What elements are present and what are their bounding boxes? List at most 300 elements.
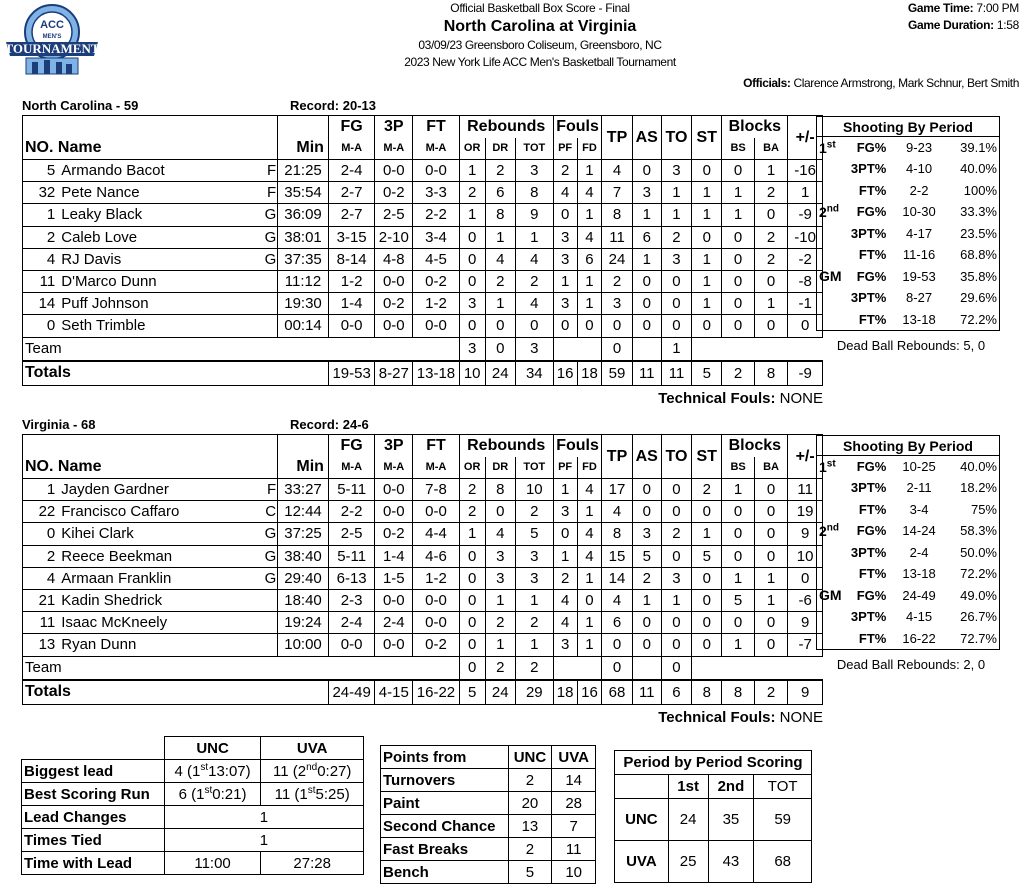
player-minutes: 35:54: [278, 182, 329, 204]
points-from-row: [381, 792, 596, 815]
stat-tot: 8: [515, 182, 553, 204]
shooting-period: GM: [819, 268, 842, 285]
player-position: [265, 634, 278, 656]
shooting-period: 2nd: [819, 522, 840, 539]
venue-line: 03/09/23 Greensboro Coliseum, Greensboro, NC: [418, 38, 662, 52]
shooting-period: 1st: [819, 138, 836, 156]
col-ft-ma: M-A: [413, 138, 459, 160]
report-header: [330, 0, 750, 71]
shooting-made-attempted: 13-18: [902, 566, 936, 582]
stat-tot: 3: [515, 545, 553, 567]
team-row-label: Team: [23, 337, 265, 361]
stat-to: 3: [661, 248, 691, 270]
event-line: 2023 New York Life ACC Men's Basketball Tournament: [404, 55, 676, 69]
svg-text:MEN'S: MEN'S: [42, 34, 62, 40]
player-position: G: [265, 204, 278, 226]
officials-label: Officials:: [743, 76, 791, 90]
col-ft: FT: [413, 435, 459, 457]
stat-bs: 1: [722, 479, 754, 501]
stat-dr: 8: [485, 204, 515, 226]
period-2nd-score: 43: [708, 841, 754, 883]
shooting-percentage: 23.5%: [960, 225, 997, 241]
shooting-made-attempted: 2-4: [909, 544, 929, 560]
total-ba: 2: [754, 680, 788, 704]
tournament-logo: [4, 2, 100, 80]
stat-or: 0: [459, 226, 485, 248]
stat-ft: 0-0: [413, 589, 459, 611]
stat-fg: 6-13: [328, 567, 374, 589]
player-minutes: 21:25: [278, 160, 329, 182]
shooting-row: [817, 201, 1000, 223]
shooting-made-attempted: 24-49: [902, 587, 936, 603]
stat-as: 2: [632, 567, 661, 589]
stat-pm: -8: [788, 270, 823, 292]
col-st: ST: [692, 116, 722, 160]
team-to: 1: [661, 337, 691, 361]
total-st: 8: [692, 680, 722, 704]
stat-fg: 2-3: [328, 589, 374, 611]
player-row: [23, 479, 823, 501]
total-pm: 9: [788, 680, 823, 704]
biggest-lead-uva: 11 (2nd0:27): [261, 760, 364, 783]
shooting-stat-label: FG%: [856, 140, 887, 155]
player-position: G: [265, 226, 278, 248]
player-position: F: [265, 479, 278, 501]
shooting-title: Shooting By Period: [817, 117, 1000, 137]
shooting-stat-label: 3PT%: [850, 544, 887, 560]
player-row: [23, 315, 823, 337]
player-position: F: [265, 160, 278, 182]
shooting-made-attempted: 13-18: [902, 311, 936, 327]
player-position: [265, 315, 278, 337]
shooting-stat-label: FT%: [858, 182, 887, 198]
points-from-row: [381, 838, 596, 861]
stat-tot: 1: [515, 589, 553, 611]
game-time-value: 7:00 PM: [976, 1, 1019, 15]
stat-st: 0: [692, 589, 722, 611]
stat-dr: 6: [485, 182, 515, 204]
stat-tot: 1: [515, 226, 553, 248]
player-name: D'Marco Dunn: [59, 270, 264, 292]
stat-pf: 2: [553, 567, 577, 589]
svg-text:TOURNAMENT: TOURNAMENT: [4, 41, 100, 56]
officials-value: Clarence Armstrong, Mark Schnur, Bert Smith: [793, 76, 1019, 90]
points-from-unc: 2: [508, 838, 552, 861]
player-position: G: [265, 545, 278, 567]
stat-dr: 2: [485, 270, 515, 292]
col-bs: BS: [722, 138, 754, 160]
points-from-label: Paint: [381, 792, 509, 815]
stat-tot: 0: [515, 315, 553, 337]
col-bs: BS: [722, 457, 754, 479]
stat-dr: 0: [485, 315, 515, 337]
totals-row: [23, 361, 823, 385]
shooting-percentage: 50.0%: [960, 544, 997, 560]
totals-row: [23, 680, 823, 704]
stat-fg: 1-2: [328, 270, 374, 292]
stat-ba: 0: [754, 634, 788, 656]
player-row: [23, 567, 823, 589]
stat-as: 0: [632, 612, 661, 634]
stat-to: 0: [661, 479, 691, 501]
total-tp: 68: [602, 680, 632, 704]
shooting-percentage: 33.3%: [960, 204, 997, 220]
shooting-stat-label: 3PT%: [850, 225, 887, 241]
player-name: Caleb Love: [59, 226, 264, 248]
stat-fd: 1: [577, 160, 602, 182]
col-fg-ma: M-A: [328, 138, 374, 160]
stat-p3: 0-2: [375, 182, 413, 204]
player-name: RJ Davis: [59, 248, 264, 270]
shooting-percentage: 39.1%: [960, 140, 997, 155]
col-fouls: Fouls: [553, 116, 602, 138]
team-section-uva: [22, 416, 823, 726]
total-as: 11: [632, 361, 661, 385]
shooting-period: [817, 180, 847, 202]
player-row: [23, 182, 823, 204]
shooting-stat-label: FG%: [856, 459, 887, 474]
stat-bs: 1: [722, 634, 754, 656]
player-name: Seth Trimble: [59, 315, 264, 337]
period-row: [615, 799, 812, 841]
shooting-percentage: 75%: [970, 501, 997, 517]
stat-pm: 0: [788, 315, 823, 337]
stat-pf: 0: [553, 523, 577, 545]
shooting-row: [817, 606, 1000, 628]
shooting-row: [817, 499, 1000, 521]
stat-pm: 0: [788, 567, 823, 589]
svg-text:ACC: ACC: [40, 19, 64, 31]
col-as: AS: [632, 116, 661, 160]
stat-tp: 11: [602, 226, 632, 248]
col-3p: 3P: [375, 435, 413, 457]
stat-ba: 0: [754, 270, 788, 292]
col-min: Min: [278, 138, 329, 160]
player-row: [23, 523, 823, 545]
stat-to: 0: [661, 315, 691, 337]
stat-or: 0: [459, 589, 485, 611]
player-name: Jayden Gardner: [59, 479, 264, 501]
shooting-percentage: 26.7%: [960, 609, 997, 625]
team-tp: 0: [602, 656, 632, 680]
col-no-name: NO. Name: [23, 138, 265, 160]
shooting-period: [817, 542, 847, 564]
shooting-panel-uva: [816, 435, 1006, 672]
player-name: Kihei Clark: [59, 523, 264, 545]
stat-dr: 3: [485, 567, 515, 589]
points-from-unc: 20: [508, 792, 552, 815]
stat-as: 5: [632, 545, 661, 567]
points-from-header-unc: UNC: [508, 746, 552, 769]
shooting-period: 1st: [819, 457, 836, 475]
total-to: 11: [661, 361, 691, 385]
points-from-uva: 7: [552, 815, 596, 838]
stat-tp: 4: [602, 501, 632, 523]
player-minutes: 19:24: [278, 612, 329, 634]
shooting-made-attempted: 16-22: [902, 630, 936, 646]
player-position: G: [265, 567, 278, 589]
stat-or: 1: [459, 204, 485, 226]
stat-bs: 0: [722, 248, 754, 270]
stat-fd: 4: [577, 545, 602, 567]
player-number: 11: [23, 270, 60, 292]
total-pf: 18: [553, 680, 577, 704]
stat-as: 3: [632, 523, 661, 545]
stat-bs: 1: [722, 182, 754, 204]
stat-p3: 1-5: [375, 567, 413, 589]
shooting-made-attempted: 14-24: [902, 523, 936, 539]
period-header-tot: TOT: [754, 775, 812, 799]
shooting-stat-label: FT%: [858, 247, 887, 263]
stat-pm: -9: [788, 204, 823, 226]
stat-ft: 1-2: [413, 567, 459, 589]
shooting-row: [817, 563, 1000, 585]
stat-ft: 0-0: [413, 612, 459, 634]
stat-bs: 0: [722, 612, 754, 634]
player-minutes: 11:12: [278, 270, 329, 292]
col-or: OR: [459, 457, 485, 479]
stat-ba: 0: [754, 545, 788, 567]
stat-as: 0: [632, 270, 661, 292]
player-number: 5: [23, 160, 60, 182]
stat-fg: 8-14: [328, 248, 374, 270]
stat-pf: 3: [553, 293, 577, 315]
player-minutes: 36:09: [278, 204, 329, 226]
stat-fg: 2-7: [328, 204, 374, 226]
shooting-percentage: 35.8%: [960, 268, 997, 284]
shooting-row: [817, 542, 1000, 564]
team-tot: 3: [515, 337, 553, 361]
stat-pf: 3: [553, 501, 577, 523]
col-blocks: Blocks: [722, 116, 788, 138]
player-number: 14: [23, 293, 60, 315]
points-from-uva: 11: [552, 838, 596, 861]
total-fd: 16: [577, 680, 602, 704]
col-tp: TP: [602, 435, 632, 479]
stat-fg: 0-0: [328, 634, 374, 656]
period-total-score: 59: [754, 799, 812, 841]
player-name: Ryan Dunn: [59, 634, 264, 656]
stat-p3: 0-2: [375, 523, 413, 545]
stat-pm: 9: [788, 523, 823, 545]
shooting-percentage: 100%: [963, 182, 997, 198]
game-time-label: Game Time:: [907, 1, 974, 15]
stat-or: 0: [459, 248, 485, 270]
stat-or: 0: [459, 634, 485, 656]
time-with-lead-unc: 11:00: [164, 852, 261, 875]
stat-to: 0: [661, 612, 691, 634]
shooting-percentage: 29.6%: [960, 290, 997, 306]
stat-ft: 4-5: [413, 248, 459, 270]
stat-dr: 4: [485, 523, 515, 545]
period-header-1st: 1st: [668, 775, 708, 799]
stat-st: 1: [692, 270, 722, 292]
stat-tot: 4: [515, 293, 553, 315]
col-fg: FG: [328, 116, 374, 138]
col-ba: BA: [754, 457, 788, 479]
player-row: [23, 612, 823, 634]
player-number: 21: [23, 589, 60, 611]
stat-or: 3: [459, 293, 485, 315]
shooting-row: [817, 244, 1000, 266]
team-dr: 0: [485, 337, 515, 361]
matchup-title: North Carolina at Virginia: [443, 18, 637, 35]
stat-ba: 1: [754, 293, 788, 315]
stat-or: 0: [459, 270, 485, 292]
times-tied-value: 1: [164, 829, 363, 852]
stat-st: 1: [692, 293, 722, 315]
stat-bs: 0: [722, 315, 754, 337]
team-record: Record: 24-6: [290, 417, 369, 432]
stat-ba: 0: [754, 501, 788, 523]
report-type: Official Basketball Box Score - Final: [450, 1, 630, 15]
stat-ft: 0-0: [413, 501, 459, 523]
stat-as: 6: [632, 226, 661, 248]
stat-pf: 4: [553, 182, 577, 204]
col-pf: PF: [553, 138, 577, 160]
player-number: 1: [23, 204, 60, 226]
col-plus-minus: +/-: [788, 116, 823, 160]
stat-p3: 0-0: [375, 589, 413, 611]
stat-tot: 2: [515, 501, 553, 523]
stat-ba: 1: [754, 589, 788, 611]
stat-to: 0: [661, 545, 691, 567]
player-number: 13: [23, 634, 60, 656]
total-fd: 18: [577, 361, 602, 385]
stat-as: 0: [632, 501, 661, 523]
stat-ft: 0-0: [413, 315, 459, 337]
shooting-period: [817, 158, 847, 180]
stat-pm: 11: [788, 479, 823, 501]
shooting-stat-label: FG%: [856, 587, 887, 603]
stat-as: 0: [632, 634, 661, 656]
stat-as: 1: [632, 248, 661, 270]
player-row: [23, 545, 823, 567]
col-ba: BA: [754, 138, 788, 160]
shooting-made-attempted: 19-53: [902, 268, 936, 284]
points-from-uva: 10: [552, 861, 596, 884]
stat-tp: 24: [602, 248, 632, 270]
period-total-score: 68: [754, 841, 812, 883]
player-position: G: [265, 523, 278, 545]
player-position: [265, 293, 278, 315]
total-ft: 16-22: [413, 680, 459, 704]
total-as: 11: [632, 680, 661, 704]
stat-p3: 0-0: [375, 634, 413, 656]
period-1st-score: 24: [668, 799, 708, 841]
stat-or: 0: [459, 612, 485, 634]
shooting-stat-label: FT%: [858, 566, 887, 582]
team-to: 0: [661, 656, 691, 680]
player-row: [23, 248, 823, 270]
shooting-made-attempted: 3-4: [909, 501, 929, 517]
stat-fd: 4: [577, 226, 602, 248]
col-to: TO: [661, 116, 691, 160]
total-bs: 2: [722, 361, 754, 385]
shooting-stat-label: FT%: [858, 501, 887, 517]
stat-or: 1: [459, 523, 485, 545]
stat-fd: 1: [577, 612, 602, 634]
player-number: 1: [23, 479, 60, 501]
col-dr: DR: [485, 138, 515, 160]
stat-or: 2: [459, 501, 485, 523]
stat-or: 0: [459, 545, 485, 567]
stat-pm: -6: [788, 589, 823, 611]
stat-tot: 2: [515, 270, 553, 292]
col-no-name: NO. Name: [23, 457, 265, 479]
shooting-stat-label: 3PT%: [850, 609, 887, 625]
stat-dr: 1: [485, 226, 515, 248]
shooting-percentage: 40.0%: [960, 459, 997, 474]
stat-ba: 0: [754, 204, 788, 226]
stat-bs: 0: [722, 545, 754, 567]
stat-st: 1: [692, 182, 722, 204]
game-info: [908, 0, 1019, 34]
stat-tot: 4: [515, 248, 553, 270]
period-2nd-score: 35: [708, 799, 754, 841]
shooting-row: [817, 520, 1000, 542]
shooting-stat-label: FG%: [856, 523, 887, 539]
stat-pf: 0: [553, 315, 577, 337]
player-row: [23, 226, 823, 248]
scoring-run-uva: 11 (1st5:25): [261, 783, 364, 806]
player-row: [23, 589, 823, 611]
player-name: Leaky Black: [59, 204, 264, 226]
points-from-uva: 28: [552, 792, 596, 815]
period-team: UNC: [615, 799, 669, 841]
stat-as: 3: [632, 182, 661, 204]
box-score-table: [22, 434, 823, 705]
col-fd: FD: [577, 138, 602, 160]
stat-ba: 0: [754, 315, 788, 337]
shooting-made-attempted: 10-25: [902, 459, 936, 474]
stat-bs: 0: [722, 293, 754, 315]
player-number: 0: [23, 315, 60, 337]
game-duration-value: 1:58: [996, 18, 1019, 32]
player-row: [23, 501, 823, 523]
stat-dr: 1: [485, 293, 515, 315]
shooting-period: 2nd: [819, 203, 840, 220]
stat-p3: 0-0: [375, 270, 413, 292]
stat-to: 0: [661, 293, 691, 315]
stat-pm: -2: [788, 248, 823, 270]
box-score-table: [22, 115, 823, 386]
team-row: [23, 656, 823, 680]
stat-pm: 1: [788, 182, 823, 204]
lead-header-unc: UNC: [164, 737, 261, 760]
points-from-row: [381, 815, 596, 838]
total-tp: 59: [602, 361, 632, 385]
stat-pf: 3: [553, 634, 577, 656]
total-tot: 29: [515, 680, 553, 704]
stat-fg: 3-15: [328, 226, 374, 248]
team-or: 3: [459, 337, 485, 361]
col-tp: TP: [602, 116, 632, 160]
shooting-period: [817, 309, 847, 331]
stat-pm: 9: [788, 612, 823, 634]
team-section-unc: [22, 97, 823, 407]
shooting-period: [817, 244, 847, 266]
stat-fd: 1: [577, 501, 602, 523]
total-p3: 8-27: [375, 361, 413, 385]
col-to: TO: [661, 435, 691, 479]
stat-or: 1: [459, 160, 485, 182]
stat-ba: 2: [754, 182, 788, 204]
stat-p3: 2-4: [375, 612, 413, 634]
stat-tp: 14: [602, 567, 632, 589]
shooting-row: [817, 223, 1000, 245]
stat-st: 5: [692, 545, 722, 567]
